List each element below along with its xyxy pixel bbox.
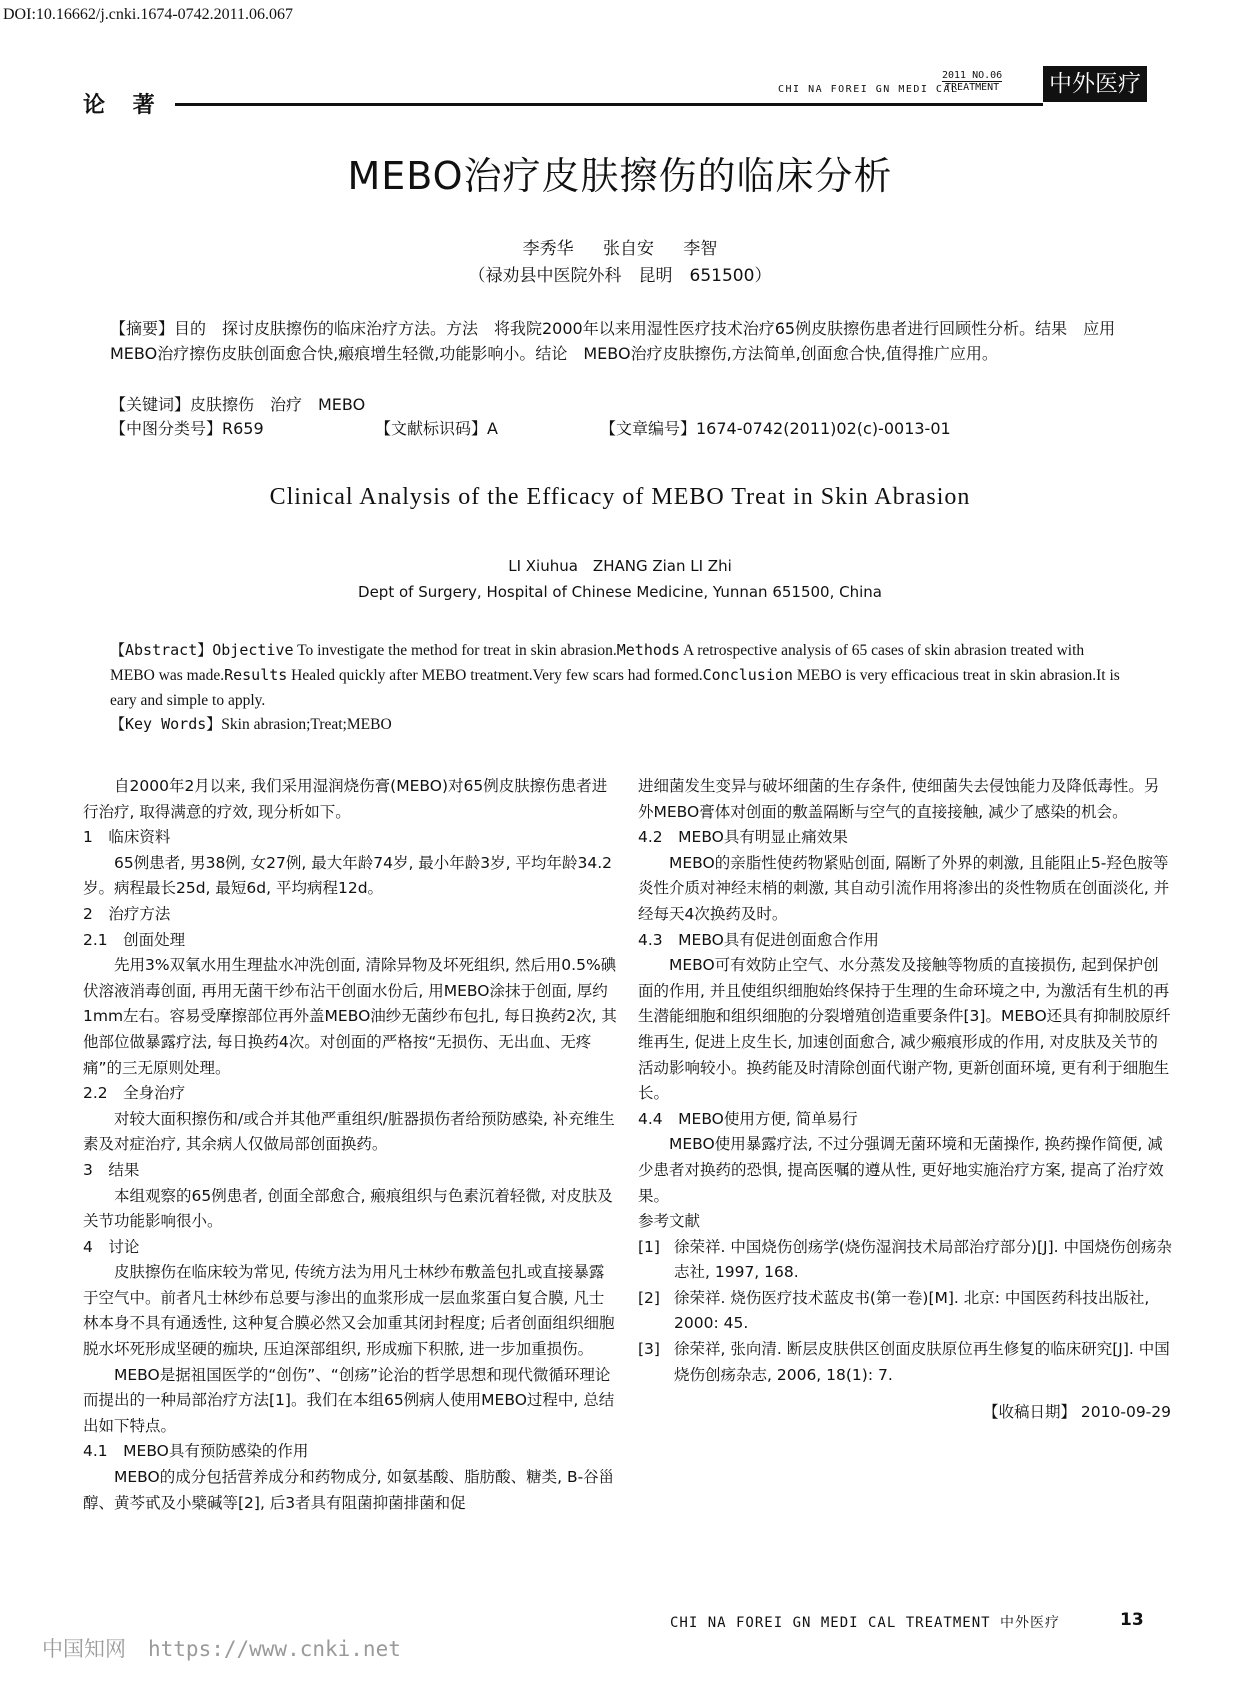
keywords-en-text: Skin abrasion;Treat;MEBO — [221, 716, 392, 733]
received-date: 【收稿日期】 2010-09-29 — [982, 1403, 1171, 1422]
section-heading: 2.2 全身治疗 — [83, 1084, 186, 1103]
section-heading: 3 结果 — [83, 1160, 140, 1179]
methods-text: A retrospective analysis of 65 cases of skin abrasion treated with MEBO was made. — [110, 642, 1085, 684]
body-paragraph: 对较大面积擦伤和/或合并其他严重组织/脏器损伤者给预防感染, 补充维生素及对症治疗, 其余病人仅做局部创面换药。 — [83, 1109, 615, 1154]
issue-box — [942, 70, 1002, 93]
watermark-url: https://www.cnki.net — [148, 1637, 401, 1661]
body-paragraph: 进细菌发生变异与破坏细菌的生存条件, 使细菌失去侵蚀能力及降低毒性。另外MEBO膏体对创面的敷盖隔断与空气的直接接触, 减少了感染的机会。 — [638, 777, 1160, 821]
authors-en: LI Xiuhua ZHANG Zian LI Zhi — [508, 557, 732, 575]
methods-label: Methods — [616, 641, 680, 659]
reference-text: 徐荣祥, 张向清. 断层皮肤供区创面皮肤原位再生修复的临床研究[J]. 中国烧伤创疡杂志, 2006, 18(1): 7. — [674, 1340, 1170, 1384]
reference-item — [638, 1337, 1173, 1388]
abstract-en — [110, 638, 1125, 713]
body-paragraph: MEBO的成分包括营养成分和药物成分, 如氨基酸、脂肪酸、糖类, B-谷甾醇、黄芩甙及小檗碱等[2], 后3者具有阻菌抑菌排菌和促 — [83, 1468, 615, 1512]
abstract-cn: 【摘要】目的 探讨皮肤擦伤的临床治疗方法。方法 将我院2000年以来用湿性医疗技术治疗65例皮肤擦伤患者进行回顾性分析。结果 应用MEBO治疗擦伤皮肤创面愈合快,瘢痕增生轻微,功能影响小。结论 MEBO治疗皮肤擦伤,方法简单,创面愈合快,值得推广应用。 — [110, 319, 1116, 363]
watermark — [42, 1633, 401, 1663]
section-heading: 4 讨论 — [83, 1237, 140, 1256]
abstract-en-label: 【Abstract】 — [110, 641, 213, 659]
footer-journal: CHI NA FOREI GN MEDI CAL TREATMENT 中外医疗 — [670, 1615, 1061, 1631]
section-heading: 1 临床资料 — [83, 828, 171, 847]
body-paragraph: MEBO的亲脂性使药物紧贴创面, 隔断了外界的刺激, 且能阻止5-羟色胺等炎性介质对神经末梢的刺激, 其自动引流作用将渗出的炎性物质在创面淡化, 并经每天4次换药及时。 — [638, 853, 1170, 923]
author-2: 张自安 — [603, 239, 654, 259]
section-heading: 4.3 MEBO具有促进创面愈合作用 — [638, 930, 879, 949]
affiliation-cn: （禄劝县中医院外科 昆明 651500） — [468, 266, 772, 286]
section-heading: 4.4 MEBO使用方便, 简单易行 — [638, 1109, 858, 1128]
keywords-en-label: 【Key Words】 — [110, 715, 222, 733]
body-paragraph: 本组观察的65例患者, 创面全部愈合, 瘢痕组织与色素沉着轻微, 对皮肤及关节功能影响很小。 — [83, 1186, 613, 1231]
section-heading: 2.1 创面处理 — [83, 930, 186, 949]
section-heading: 2 治疗方法 — [83, 904, 171, 923]
reference-text: 徐荣祥. 烧伤医疗技术蓝皮书(第一卷)[M]. 北京: 中国医药科技出版社, 2000: 45. — [674, 1288, 1150, 1333]
keywords-en — [110, 713, 392, 734]
objective-label: Objective — [212, 641, 294, 659]
keywords-cn: 【关键词】皮肤擦伤 治疗 MEBO — [110, 395, 366, 414]
body-paragraph: 先用3%双氧水用生理盐水冲洗创面, 清除异物及坏死组织, 然后用0.5%碘伏溶液消毒创面, 再用无菌干纱布沾干创面水份后, 用MEBO涂抹于创面, 厚约1mm左右。容易受摩擦部位再外盖MEBO油纱无菌纱布包扎, 每日换药2次, 其他部位做暴露疗法, 每日换药4次。对创面的严格按“无损伤、无出血、无疼痛”的三无原则处理。 — [83, 956, 617, 1077]
doi-line: DOI:10.16662/j.cnki.1674-0742.2011.06.067 — [3, 6, 294, 23]
reference-number: [1] — [638, 1237, 660, 1256]
article-number: 【文章编号】1674-0742(2011)02(c)-0013-01 — [600, 419, 951, 438]
article-title-en: Clinical Analysis of the Efficacy of MEBO Treat in Skin Abrasion — [269, 484, 971, 510]
body-column-left — [83, 774, 618, 1516]
objective-text: To investigate the method for treat in skin abrasion. — [297, 642, 617, 659]
author-3: 李智 — [683, 239, 718, 259]
reference-item — [638, 1286, 1173, 1337]
section-heading: 4.1 MEBO具有预防感染的作用 — [83, 1442, 309, 1461]
body-paragraph: MEBO使用暴露疗法, 不过分强调无菌环境和无菌操作, 换药操作简便, 减少患者对换药的恐惧, 提高医嘱的遵从性, 更好地实施治疗方案, 提高了治疗效果。 — [638, 1135, 1164, 1205]
affiliation-en: Dept of Surgery, Hospital of Chinese Medicine, Yunnan 651500, China — [358, 583, 882, 601]
header-rule — [175, 103, 1043, 106]
body-paragraph: MEBO是据祖国医学的“创伤”、“创疡”论治的哲学思想和现代微循环理论而提出的一种局部治疗方法[1]。我们在本组65例病人使用MEBO过程中, 总结出如下特点。 — [83, 1365, 615, 1435]
conclusion-label: Conclusion — [702, 666, 793, 684]
section-heading: 4.2 MEBO具有明显止痛效果 — [638, 828, 848, 847]
body-column-right — [638, 774, 1173, 1426]
reference-text: 徐荣祥. 中国烧伤创疡学(烧伤湿润技术局部治疗部分)[J]. 中国烧伤创疡杂志社, 1997, 168. — [674, 1237, 1172, 1282]
authors-cn — [0, 234, 1240, 259]
section-label: 论 著 — [83, 93, 165, 118]
document-code: 【文献标识码】A — [375, 419, 498, 438]
results-label: Results — [224, 666, 288, 684]
body-paragraph: 皮肤擦伤在临床较为常见, 传统方法为用凡士林纱布敷盖包扎或直接暴露于空气中。前者凡士林纱布总要与渗出的血浆形成一层血浆蛋白复合膜, 凡士林本身不具有通透性, 这种复合膜必然又会加重其闭封程度; 后者创面组织细胞脱水坏死形成坚硬的痂块, 压迫深部组织, 形成痂下积脓, 进一步加重损伤。 — [83, 1263, 615, 1359]
body-paragraph: 自2000年2月以来, 我们采用湿润烧伤膏(MEBO)对65例皮肤擦伤患者进行治疗, 取得满意的疗效, 现分析如下。 — [83, 777, 608, 821]
results-text: Healed quickly after MEBO treatment.Very few scars had formed. — [291, 667, 703, 684]
section-heading: 参考文献 — [638, 1212, 701, 1231]
page-number: 13 — [1120, 1610, 1144, 1630]
reference-number: [2] — [638, 1288, 660, 1307]
article-title-cn: MEBO治疗皮肤擦伤的临床分析 — [347, 154, 893, 198]
conclusion-text: MEBO is very efficacious treat in skin abrasion.It is eary and simple to apply. — [110, 667, 1120, 709]
issue-number: 2011 NO.06 — [942, 70, 1003, 81]
reference-item — [638, 1235, 1173, 1286]
body-paragraph: 65例患者, 男38例, 女27例, 最大年龄74岁, 最小年龄3岁, 平均年龄34.2岁。病程最长25d, 最短6d, 平均病程12d。 — [83, 853, 613, 898]
treatment-label: TREATMENT — [942, 81, 1002, 93]
clc-number: 【中图分类号】R659 — [110, 419, 264, 438]
reference-number: [3] — [638, 1340, 660, 1359]
journal-name-en: CHI NA FOREI GN MEDI CAL — [778, 84, 959, 95]
journal-logo-cn: 中外医疗 — [1043, 66, 1147, 102]
body-paragraph: MEBO可有效防止空气、水分蒸发及接触等物质的直接损伤, 起到保护创面的作用, 并且使组织细胞始终保持于生理的生命环境之中, 为激活有生机的再生潜能细胞和组织细胞的分裂增殖创造重要条件[3]。MEBO还具有抑制胶原纤维再生, 促进上皮生长, 加速创面愈合, 减少瘢痕形成的作用, 对皮肤及关节的活动影响较小。换药能及时清除创面代谢产物, 更新创面环境, 更有利于细胞生长。 — [638, 956, 1171, 1103]
author-1: 李秀华 — [522, 239, 574, 259]
watermark-cn: 中国知网 — [42, 1637, 126, 1661]
